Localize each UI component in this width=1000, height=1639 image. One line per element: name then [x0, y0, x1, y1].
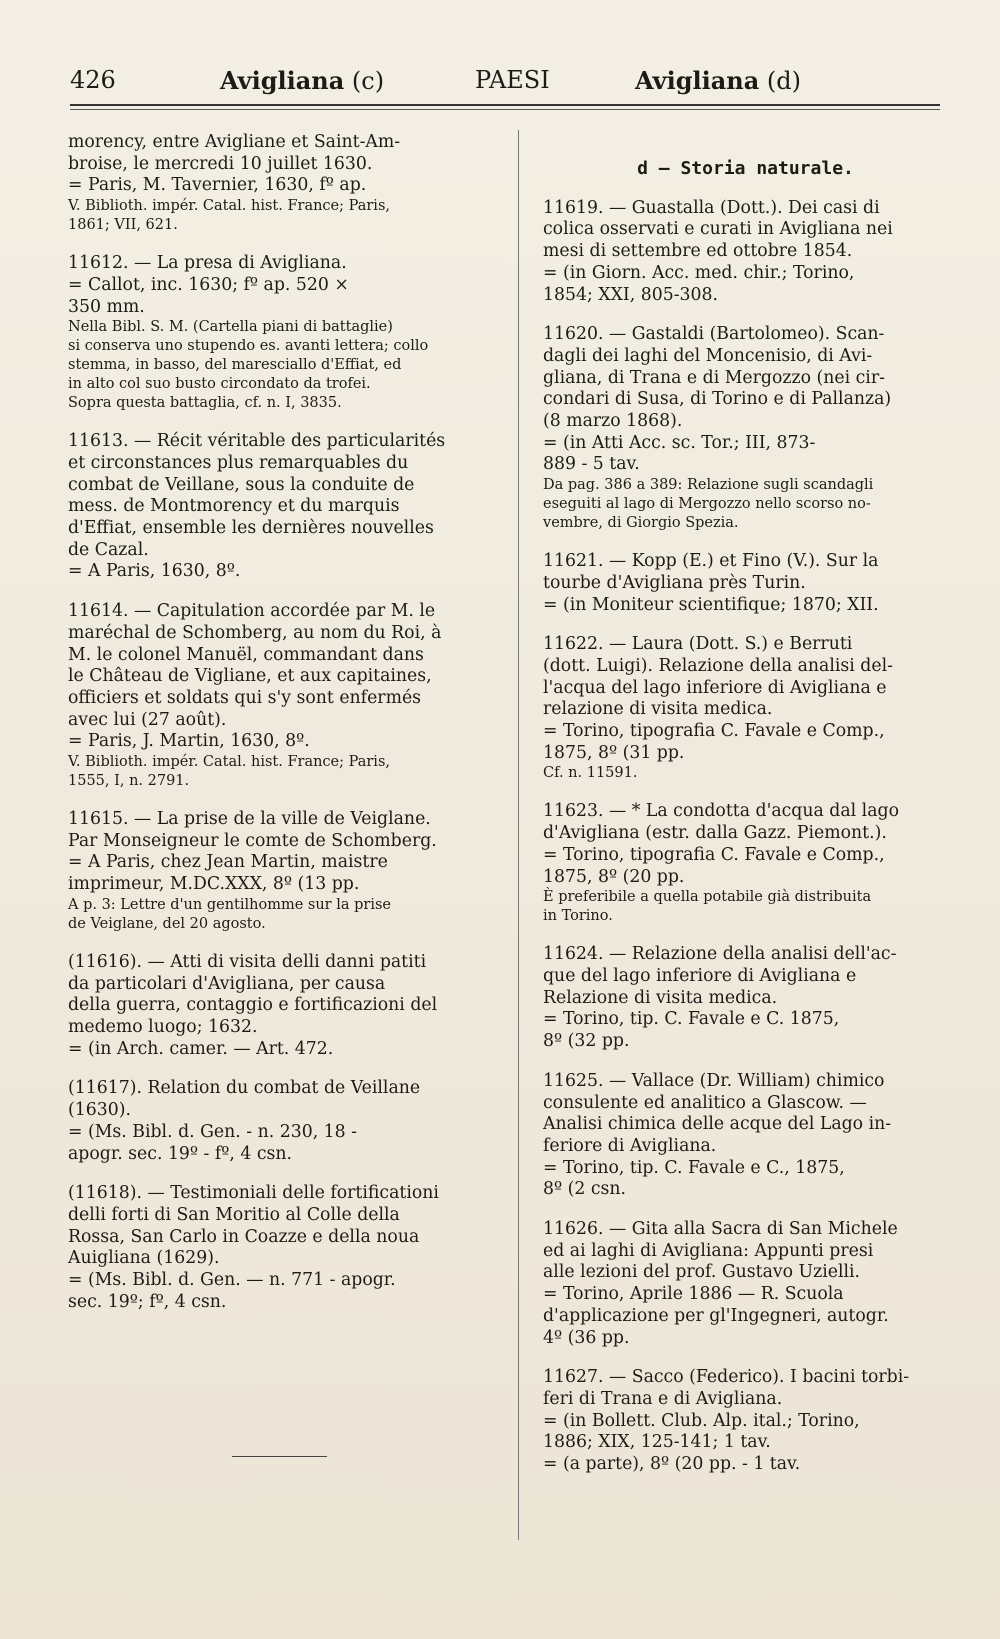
entry-note-line: Cf. n. 11591.: [543, 765, 638, 782]
entry-line: condari di Susa, di Torino e di Pallanza): [543, 389, 892, 410]
entry-line: colica osservati e curati in Avigliana nei: [543, 219, 893, 240]
entry-line: avec lui (27 août).: [68, 709, 227, 730]
entry-line: Rossa, San Carlo in Coazze e della noua: [68, 1226, 420, 1247]
entry-note-line: 1555, I, n. 2791.: [68, 773, 190, 790]
header-center-title: PAESI: [475, 66, 550, 94]
entry-note-line: 1861; VII, 621.: [68, 217, 178, 234]
bibliography-entry: [543, 634, 948, 783]
left-column: [68, 132, 498, 1331]
bibliography-entry: [543, 1071, 948, 1201]
entry-line: feri di Trana e di Avigliana.: [543, 1388, 783, 1409]
entry-line: ed ai laghi di Avigliana: Appunti presi: [543, 1240, 874, 1261]
entry-line: 4º (36 pp.: [543, 1327, 630, 1348]
header-right-title: [635, 66, 801, 95]
entry-line: 11627. — Sacco (Federico). I bacini torbi-: [543, 1367, 910, 1388]
entry-line: consulente ed analitico a Glascow. —: [543, 1092, 867, 1113]
entry-line: delli forti di San Moritio al Colle della: [68, 1204, 400, 1225]
entry-line: l'acqua del lago inferiore di Avigliana e: [543, 677, 887, 698]
entry-line: apogr. sec. 19º - fº, 4 csn.: [68, 1143, 293, 1164]
bibliography-entry: [68, 132, 498, 235]
entry-line: Auigliana (1629).: [68, 1248, 220, 1269]
entry-line: 1875, 8º (20 pp.: [543, 866, 685, 887]
entry-note-line: Sopra questa battaglia, cf. n. I, 3835.: [68, 395, 342, 412]
entry-note-line: vembre, di Giorgio Spezia.: [543, 515, 739, 532]
entry-note-line: in alto col suo busto circondato da trofei.: [68, 376, 371, 393]
entry-line: sec. 19º; fº, 4 csn.: [68, 1291, 227, 1312]
entry-line: 11624. — Relazione della analisi dell'ac-: [543, 944, 897, 965]
entry-line: tourbe d'Avigliana près Turin.: [543, 572, 806, 593]
entry-line: = Torino, tipografia C. Favale e Comp.,: [543, 844, 885, 865]
entry-note-line: eseguiti al lago di Mergozzo nello scorso no-: [543, 496, 871, 513]
entry-line: 11613. — Récit véritable des particularités: [68, 431, 446, 452]
entry-line: = (in Atti Acc. sc. Tor.; III, 873-: [543, 432, 816, 453]
entry-note-line: A p. 3: Lettre d'un gentilhomme sur la prise: [68, 896, 391, 913]
bibliography-entry: [68, 1078, 498, 1165]
entry-line: broise, le mercredi 10 juillet 1630.: [68, 153, 373, 174]
header-left-title: [220, 66, 384, 95]
entry-line: 1886; XIX, 125-141; 1 tav.: [543, 1432, 771, 1453]
entry-line: d'Effiat, ensemble les dernières nouvelles: [68, 518, 434, 539]
entry-line: mesi di settembre ed ottobre 1854.: [543, 241, 853, 262]
entry-line: = (Ms. Bibl. d. Gen. — n. 771 - apogr.: [68, 1270, 396, 1291]
entry-note-line: de Veiglane, del 20 agosto.: [68, 915, 266, 932]
entry-line: = Torino, tipografia C. Favale e Comp.,: [543, 721, 885, 742]
entry-line: 11614. — Capitulation accordée par M. le: [68, 601, 436, 622]
entry-line: combat de Veillane, sous la conduite de: [68, 474, 415, 495]
header-rule: [70, 104, 940, 106]
entry-line: della guerra, contaggio e fortificazioni del: [68, 995, 438, 1016]
entry-note-line: Da pag. 386 a 389: Relazione sugli scandagli: [543, 477, 874, 494]
entry-note-line: in Torino.: [543, 908, 613, 925]
bibliography-entry: [68, 431, 498, 583]
bibliography-entry: [543, 1219, 948, 1349]
entry-line: 8º (32 pp.: [543, 1031, 630, 1052]
entry-line: (11618). — Testimoniali delle fortificationi: [68, 1183, 439, 1204]
entry-line: le Château de Vigliane, et aux capitaines,: [68, 666, 432, 687]
entry-line: d'applicazione per gl'Ingegneri, autogr.: [543, 1305, 889, 1326]
entry-line: alle lezioni del prof. Gustavo Uzielli.: [543, 1262, 861, 1283]
entry-line: 11621. — Kopp (E.) et Fino (V.). Sur la: [543, 551, 879, 572]
bibliography-entry: [68, 952, 498, 1061]
entry-line: 11619. — Guastalla (Dott.). Dei casi di: [543, 197, 880, 218]
header-rule-thin: [70, 109, 940, 110]
entry-note-line: V. Biblioth. impér. Catal. hist. France; Paris,: [68, 198, 390, 215]
entry-line: = A Paris, chez Jean Martin, maistre: [68, 852, 388, 873]
entry-line: = (in Bollett. Club. Alp. ital.; Torino,: [543, 1410, 860, 1431]
entry-line: M. le colonel Manuël, commandant dans: [68, 644, 424, 665]
bibliography-entry: [543, 551, 948, 616]
entry-line: 11625. — Vallace (Dr. William) chimico: [543, 1070, 885, 1091]
running-header: [70, 62, 940, 102]
bibliography-entry: [543, 198, 948, 307]
section-title: d — Storia naturale.: [637, 158, 854, 179]
entry-line: et circonstances plus remarquables du: [68, 452, 409, 473]
entry-line: relazione di visita medica.: [543, 699, 773, 720]
entry-line: = (Ms. Bibl. d. Gen. - n. 230, 18 -: [68, 1121, 358, 1142]
entry-note-line: È preferibile a quella potabile già distribuita: [543, 889, 872, 906]
entry-line: = (in Moniteur scientifique; 1870; XII.: [543, 594, 879, 615]
entry-line: da particolari d'Avigliana, per causa: [68, 973, 386, 994]
bibliography-entry: [68, 1183, 498, 1313]
end-rule: [232, 1456, 327, 1457]
entry-line: 1875, 8º (31 pp.: [543, 742, 685, 763]
entry-line: morency, entre Avigliane et Saint-Am-: [68, 132, 401, 152]
entry-line: d'Avigliana (estr. dalla Gazz. Piemont.).: [543, 823, 887, 844]
entry-line: 350 mm.: [68, 296, 145, 317]
column-divider: [518, 130, 519, 1540]
entry-line: (8 marzo 1868).: [543, 411, 683, 432]
entry-line: 889 - 5 tav.: [543, 454, 640, 475]
header-left-name: Avigliana: [220, 66, 345, 95]
entry-line: Par Monseigneur le comte de Schomberg.: [68, 830, 437, 851]
entry-line: feriore di Avigliana.: [543, 1135, 717, 1156]
entry-line: 11623. — * La condotta d'acqua dal lago: [543, 801, 899, 822]
bibliography-entry: [543, 1367, 948, 1476]
header-right-name: Avigliana: [635, 66, 760, 95]
bibliography-entry: [68, 809, 498, 934]
entry-note-line: Nella Bibl. S. M. (Cartella piani di battaglie): [68, 319, 393, 336]
right-column: [543, 132, 948, 1494]
entry-line: de Cazal.: [68, 539, 149, 560]
entry-line: que del lago inferiore di Avigliana e: [543, 965, 857, 986]
entry-note-line: si conserva uno stupendo es. avanti lettera; collo: [68, 338, 429, 355]
bibliography-entry: [68, 253, 498, 413]
header-right-suffix: (d): [766, 67, 802, 95]
entry-line: = (a parte), 8º (20 pp. - 1 tav.: [543, 1454, 801, 1475]
entry-line: (11617). Relation du combat de Veillane: [68, 1078, 421, 1099]
entry-note-line: stemma, in basso, del maresciallo d'Effiat, ed: [68, 357, 402, 374]
entry-line: (dott. Luigi). Relazione della analisi del-: [543, 655, 893, 676]
entry-line: imprimeur, M.DC.XXX, 8º (13 pp.: [68, 874, 360, 895]
entry-line: = Torino, Aprile 1886 — R. Scuola: [543, 1284, 844, 1305]
entry-line: 1854; XXI, 805-308.: [543, 284, 719, 305]
bibliography-entry: [68, 601, 498, 791]
entry-line: 11612. — La presa di Avigliana.: [68, 253, 347, 274]
entry-line: Relazione di visita medica.: [543, 987, 778, 1008]
entry-line: 11622. — Laura (Dott. S.) e Berruti: [543, 634, 853, 655]
entry-line: 11615. — La prise de la ville de Veiglane.: [68, 809, 431, 830]
entry-line: mess. de Montmorency et du marquis: [68, 496, 400, 517]
entry-line: officiers et soldats qui s'y sont enfermés: [68, 687, 422, 708]
entry-line: 8º (2 csn.: [543, 1179, 627, 1200]
entry-line: = Paris, M. Tavernier, 1630, fº ap.: [68, 175, 367, 196]
entry-line: = Torino, tip. C. Favale e C., 1875,: [543, 1157, 845, 1178]
bibliography-entry: [543, 801, 948, 926]
entry-line: medemo luogo; 1632.: [68, 1016, 258, 1037]
entry-line: maréchal de Schomberg, au nom du Roi, à: [68, 622, 442, 643]
header-left-suffix: (c): [351, 67, 385, 95]
entry-line: Analisi chimica delle acque del Lago in-: [543, 1114, 892, 1135]
entry-line: = (in Arch. camer. — Art. 472.: [68, 1038, 334, 1059]
entry-note-line: V. Biblioth. impér. Catal. hist. France; Paris,: [68, 754, 390, 771]
entry-line: 11620. — Gastaldi (Bartolomeo). Scan-: [543, 324, 885, 345]
entry-line: = Callot, inc. 1630; fº ap. 520 ×: [68, 274, 349, 295]
entry-line: = Torino, tip. C. Favale e C. 1875,: [543, 1009, 840, 1030]
bibliography-entry: [543, 324, 948, 533]
entry-line: = Paris, J. Martin, 1630, 8º.: [68, 731, 310, 752]
bibliography-entry: [543, 944, 948, 1053]
entry-line: (1630).: [68, 1100, 131, 1121]
entry-line: = (in Giorn. Acc. med. chir.; Torino,: [543, 262, 855, 283]
entry-line: = A Paris, 1630, 8º.: [68, 561, 241, 582]
page-number: 426: [70, 66, 116, 94]
entry-line: 11626. — Gita alla Sacra di San Michele: [543, 1219, 898, 1240]
entry-line: dagli dei laghi del Moncenisio, di Avi-: [543, 345, 873, 366]
entry-line: gliana, di Trana e di Mergozzo (nei cir-: [543, 367, 885, 388]
right-entries: [543, 198, 948, 1476]
entry-line: (11616). — Atti di visita delli danni patiti: [68, 951, 427, 972]
